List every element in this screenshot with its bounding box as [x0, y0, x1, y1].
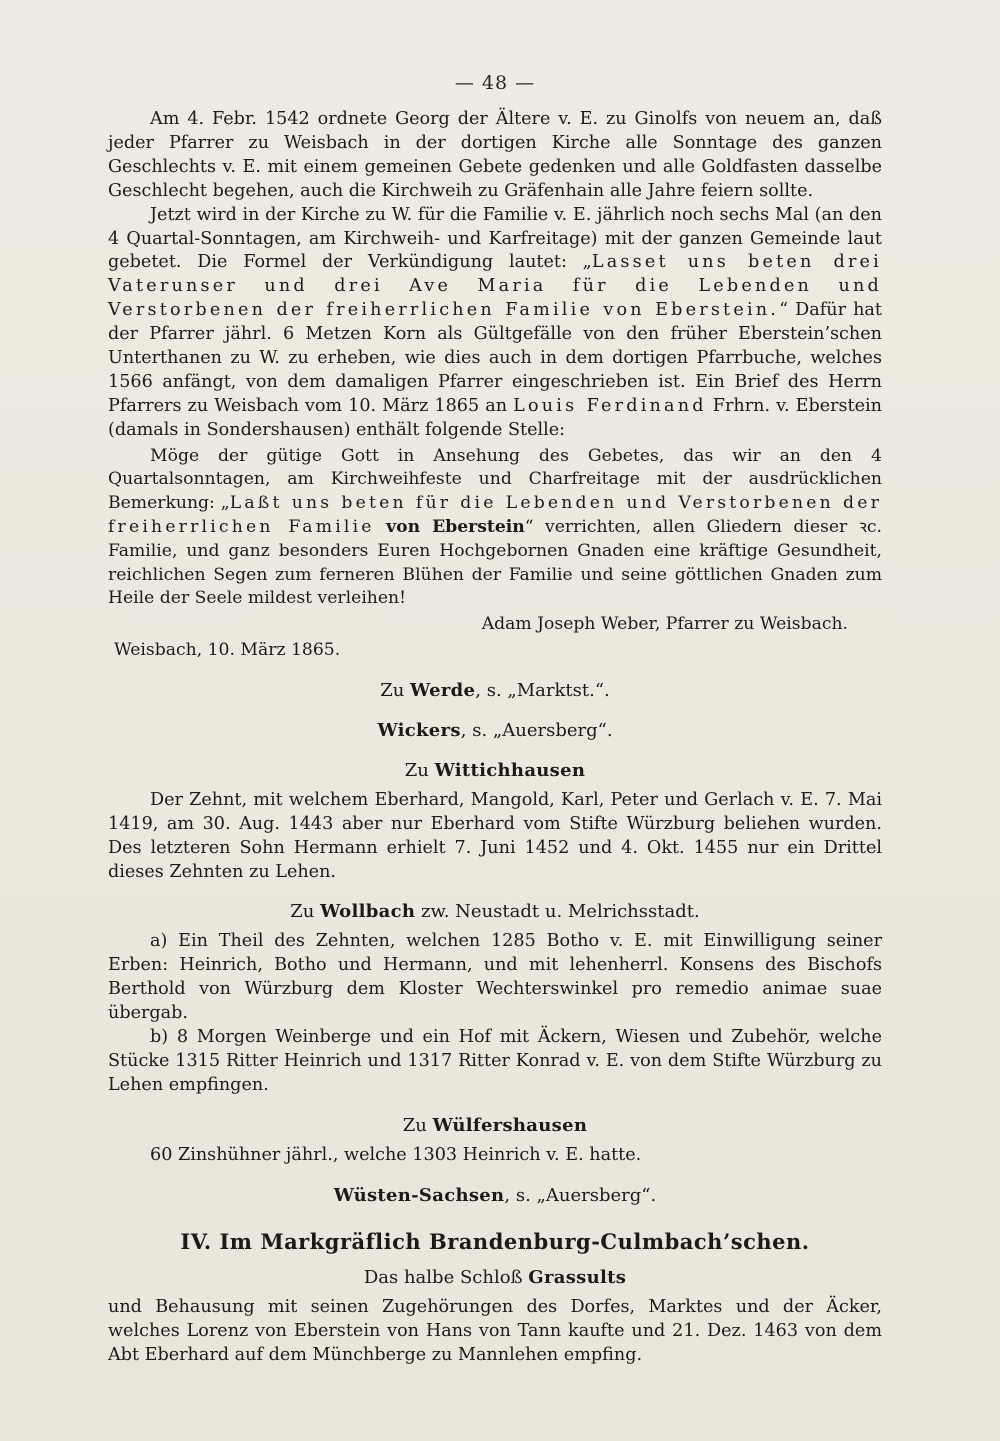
- heading-wittichhausen: [108, 759, 882, 783]
- heading-wuesten-name: Wüsten-Sachsen: [333, 1184, 505, 1206]
- heading-werde-name: Werde: [410, 679, 476, 701]
- heading-wollbach: [108, 900, 882, 924]
- prayer-text-a: Jetzt wird in der Kirche zu W. für die Familie v. E. jährlich noch sechs Mal (an den 4 Quartal-Sonntagen, am Kirchweih- und Karfreitage) mit der ganzen Gemeinde laut gebetet. Die Formel der Verkündigung lautet: „: [108, 204, 882, 273]
- letter-signature: Adam Joseph Weber, Pfarrer zu Weisbach.: [481, 614, 848, 635]
- paragraph-wittichhausen: Der Zehnt, mit welchem Eberhard, Mangold, Karl, Peter und Gerlach v. E. 7. Mai 1419, am 30. Aug. 1443 aber nur Eberhard vom Stifte Würzburg beliehen wurden. Des letzteren Sohn Hermann erhielt 7. Juni 1452 und 4. Okt. 1455 nur ein Drittel dieses Zehnten zu Lehen.: [108, 789, 882, 882]
- paragraph-wuelfershausen: 60 Zinshühner jährl., welche 1303 Heinrich v. E. hatte.: [150, 1144, 642, 1165]
- prayer-text-c: “ Dafür hat der Pfarrer jährl. 6 Metzen Korn als Gültgefälle von den früher Eberstein’schen Unterthanen zu W. zu erheben, wie dies auch in dem dortigen Pfarrbuche, welches 1566 anfängt, von dem damaligen Pfarrer eingeschrieben ist. Ein Brief des Herrn Pfarrers zu Weisbach vom 10. März 1865 an: [108, 300, 882, 416]
- quote-text-e: “ verrichten, allen Gliedern dieser ꝛc. Familie, und ganz besonders Euren Hochgebornen Gnaden eine kräftige Gesundheit, reichlichen Segen zum ferneren Blühen der Familie und seine göttlichen Gnaden zum Heile der Seele mildest verleihen!: [108, 517, 882, 609]
- quote-formula: Laßt uns beten für die Lebenden und Verstorbenen der freiherrlichen Familie: [108, 493, 883, 538]
- section-heading-iv: IV. Im Markgräflich Brandenburg-Culmbach’schen.: [180, 1228, 810, 1254]
- heading-grassults-name: Grassults: [528, 1266, 627, 1288]
- heading-wickers-post: , s. „Auersberg“.: [460, 719, 613, 741]
- heading-wuelfershausen: [108, 1114, 882, 1138]
- heading-wollbach-name: Wollbach: [320, 901, 416, 923]
- heading-wuelfershausen-pre: Zu: [402, 1114, 433, 1136]
- heading-wollbach-pre: Zu: [290, 901, 321, 923]
- heading-wollbach-post: zw. Neustadt u. Melrichsstadt.: [415, 901, 700, 923]
- prayer-formula: Lasset uns beten drei Vaterunser und drei Ave Maria für die Lebenden und Verstorbenen der freiherrlichen Familie von Eberstein.: [108, 252, 882, 321]
- heading-wittichhausen-pre: Zu: [404, 759, 435, 781]
- quote-space: [375, 517, 386, 537]
- quote-text-a: Möge der gütige Gott in Ansehung des Gebetes, das wir an den 4 Quartalsonntagen, am Kirchweihfeste und Charfreitage mit der ausdrücklichen Bemerkung: „: [108, 445, 882, 514]
- heading-wickers-name: Wickers: [377, 719, 461, 741]
- heading-wuelfershausen-name: Wülfershausen: [432, 1114, 588, 1136]
- letter-quote: [108, 445, 882, 612]
- paragraph-1542: Am 4. Febr. 1542 ordnete Georg der Ältere v. E. zu Ginolfs von neuem an, daß jeder Pfarrer zu Weisbach in der dortigen Kirche alle Sonntage des ganzen Geschlechts v. E. mit einem gemeinen Gebete gedenken und alle Goldfasten dasselbe Geschlecht begehen, auch die Kirchweih zu Gräfenhain alle Jahre feiern sollte.: [108, 109, 882, 201]
- heading-grassults: [108, 1266, 882, 1290]
- heading-wuesten-post: , s. „Auersberg“.: [504, 1184, 657, 1206]
- page-number: — 48 —: [454, 72, 536, 94]
- heading-wittichhausen-name: Wittichhausen: [434, 759, 586, 781]
- letter-recipient-name: Louis Ferdinand: [513, 395, 707, 416]
- quote-family-name: von Eberstein: [386, 517, 525, 538]
- paragraph-wollbach-a: a) Ein Theil des Zehnten, welchen 1285 Botho v. E. mit Einwilligung seiner Erben: Heinrich, Botho und Hermann, und mit lehenherrl. Konsens des Bischofs Berthold von Würzburg dem Kloster Wechterswinkel pro remedio animae suae übergab.: [108, 931, 882, 1024]
- letter-place-date: Weisbach, 10. März 1865.: [114, 640, 341, 661]
- heading-werde-pre: Zu: [380, 679, 411, 701]
- paragraph-wollbach-b: b) 8 Morgen Weinberge und ein Hof mit Äckern, Wiesen und Zubehör, welche Stücke 1315 Ritter Heinrich und 1317 Ritter Konrad v. E. von dem Stifte Würzburg zu Lehen empfingen.: [108, 1027, 882, 1095]
- heading-werde: [108, 679, 882, 703]
- heading-werde-post: , s. „Marktst.“.: [475, 679, 610, 701]
- prayer-text-e: Frhrn. v. Eberstein (damals in Sondershausen) enthält folgende Stelle:: [108, 395, 882, 440]
- heading-grassults-pre: Das halbe Schloß: [363, 1266, 529, 1288]
- paragraph-prayer: [108, 204, 882, 443]
- paragraph-grassults: und Behausung mit seinen Zugehörungen des Dorfes, Marktes und der Äcker, welches Lorenz von Eberstein von Hans von Tann kaufte und 21. Dez. 1463 von dem Abt Eberhard auf dem Münchberge zu Mannlehen empfing.: [108, 1296, 882, 1365]
- heading-wickers: [108, 719, 882, 743]
- heading-wuesten-sachsen: [108, 1184, 882, 1208]
